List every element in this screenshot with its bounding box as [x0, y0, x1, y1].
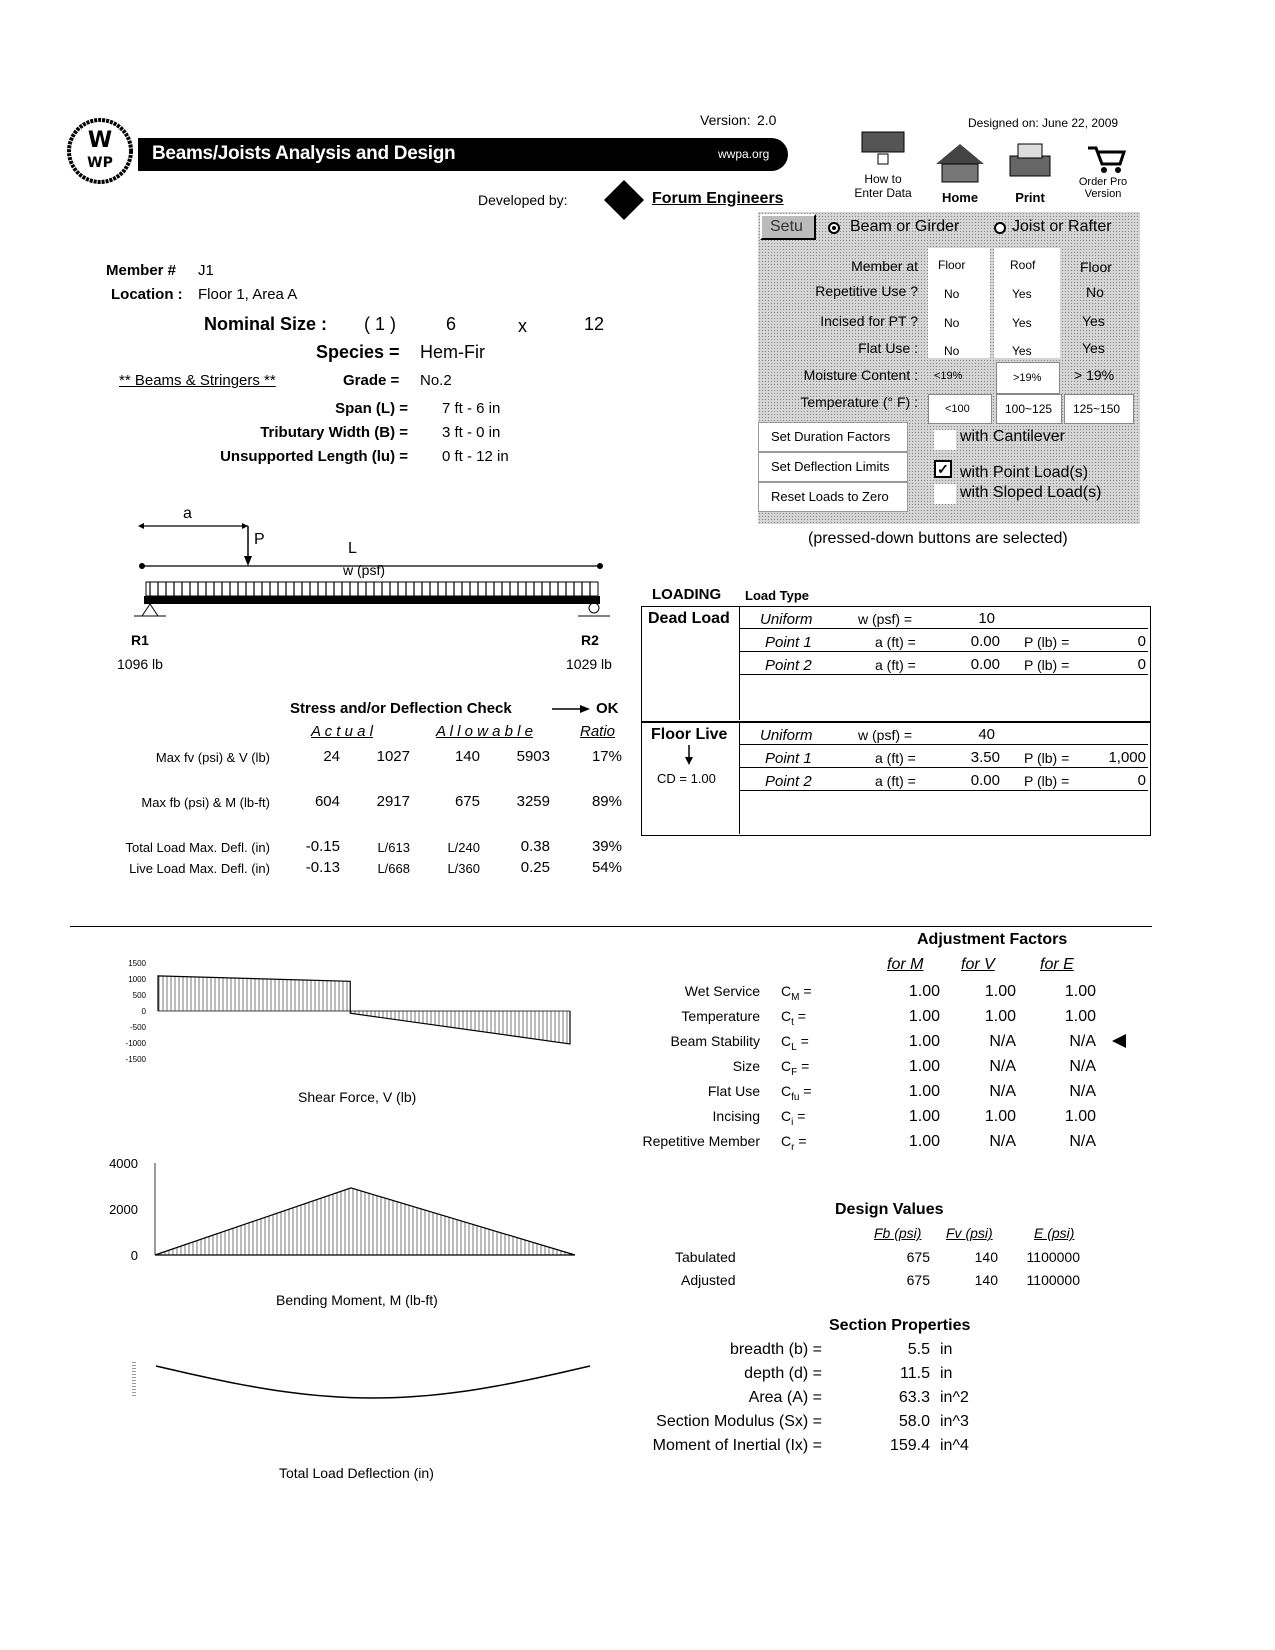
section-label: breadth (b) =: [729, 1341, 822, 1358]
section-unit: in^3: [940, 1413, 969, 1430]
shear-chart: [110, 955, 610, 1065]
nav-how-to-label: How to Enter Data: [854, 172, 912, 200]
temp-100-125-cell[interactable]: [996, 394, 1062, 424]
factor-symbol: $C_t$ =: [781, 1008, 806, 1028]
opt-inc-yes-2[interactable]: Yes: [1082, 313, 1105, 329]
load-param-value[interactable]: 0.00: [970, 633, 1000, 650]
shear-area: [158, 976, 570, 1044]
load-param-label: w (psf) =: [858, 727, 913, 743]
check-actual-2: 2917: [376, 793, 410, 810]
load-param-value[interactable]: 3.50: [970, 749, 1000, 766]
design-e: 1100000: [1026, 1249, 1080, 1265]
adjust-title: Adjustment Factors: [917, 931, 1068, 948]
factor-name: Flat Use: [707, 1083, 760, 1099]
section-value: 58.0: [898, 1413, 930, 1430]
check-title: Stress and/or Deflection Check: [290, 700, 512, 717]
cart-icon: [1070, 140, 1136, 176]
moment-caption: Bending Moment, M (lb-ft): [276, 1292, 438, 1308]
load-p-label: P (lb) =: [1024, 773, 1070, 789]
nominal-size-label: Nominal Size :: [204, 314, 328, 334]
setup-panel: [758, 212, 1140, 524]
reset-loads-button[interactable]: Reset Loads to Zero: [758, 482, 908, 512]
joist-radio[interactable]: [994, 222, 1006, 234]
section-label: Moment of Inertial (Ix) =: [652, 1437, 822, 1454]
check-allow-2: 0.25: [520, 859, 550, 876]
design-row-label: Adjusted: [681, 1272, 736, 1288]
design-h-fb: Fb (psi): [874, 1225, 922, 1241]
load-param-label: a (ft) =: [875, 773, 916, 789]
shear-ytick: 1500: [128, 959, 146, 968]
nav-print-label: Print: [1015, 190, 1045, 205]
shear-caption: Shear Force, V (lb): [298, 1089, 417, 1105]
factor-name: Repetitive Member: [642, 1133, 760, 1149]
factor-v: N/A: [989, 1083, 1016, 1100]
moisture-label: Moisture Content :: [803, 367, 918, 383]
version-label: Version:: [700, 112, 751, 128]
sloped-label: with Sloped Load(s): [960, 484, 1102, 501]
temp-lt100-cell[interactable]: [928, 394, 992, 424]
species-label: Species =: [316, 342, 400, 362]
factor-name: Beam Stability: [670, 1033, 760, 1049]
load-param-value[interactable]: 0.00: [970, 656, 1000, 673]
title-banner: [138, 138, 788, 171]
adjust-h-v: for V: [961, 956, 995, 973]
opt-moist-gt19-2[interactable]: > 19%: [1074, 367, 1115, 383]
temperature-label: Temperature (° F) :: [800, 394, 918, 410]
wwpa-logo: [64, 115, 136, 187]
factor-m: 1.00: [908, 983, 940, 1000]
width-value[interactable]: 6: [446, 314, 457, 334]
factor-v: 1.00: [984, 983, 1016, 1000]
load-type: Point 2: [765, 657, 812, 674]
location-value[interactable]: Floor 1, Area A: [198, 286, 298, 303]
beams-stringers-link[interactable]: ** Beams & Stringers **: [119, 372, 276, 389]
svg-text:W: W: [87, 128, 113, 153]
r1-label: R1: [131, 632, 149, 648]
check-allow-1: 675: [454, 793, 480, 810]
factor-e: 1.00: [1064, 1108, 1096, 1125]
cd-factor: CD = 1.00: [657, 771, 716, 786]
repetitive-label: Repetitive Use ?: [815, 283, 918, 299]
factor-symbol: $C_M$ =: [781, 983, 812, 1003]
flat-use-label: Flat Use :: [858, 340, 918, 356]
check-actual-2: L/668: [377, 861, 410, 876]
loading-title: LOADING: [652, 586, 722, 603]
banner-title: Beams/Joists Analysis and Design: [152, 143, 456, 164]
check-label: Total Load Max. Defl. (in): [125, 840, 270, 855]
actual-header: A c t u a l: [311, 723, 373, 740]
section-value: 63.3: [898, 1389, 930, 1406]
live-load-label: Floor Live: [651, 726, 728, 743]
factor-name: Size: [732, 1058, 760, 1074]
beam-option-label: Beam or Girder: [850, 218, 960, 235]
check-ratio: 54%: [591, 859, 622, 876]
adjust-h-e: for E: [1040, 956, 1074, 973]
arrow-right-icon: [552, 704, 592, 714]
check-ratio: 39%: [591, 838, 622, 855]
factor-v: N/A: [989, 1058, 1016, 1075]
depth-value[interactable]: 12: [584, 314, 605, 334]
version-value: 2.0: [757, 112, 777, 128]
factor-e: N/A: [1069, 1058, 1096, 1075]
r2-label: R2: [581, 632, 599, 648]
load-type: Uniform: [760, 727, 813, 744]
check-actual-2: L/613: [377, 840, 410, 855]
load-param-value[interactable]: 0.00: [970, 772, 1000, 789]
check-actual-1: -0.15: [305, 838, 340, 855]
pointer-left-icon: [1112, 1034, 1126, 1048]
opt-flat-yes[interactable]: Yes: [1012, 344, 1032, 358]
load-p-label: P (lb) =: [1024, 750, 1070, 766]
size-x: x: [518, 316, 527, 336]
check-actual-2: 1027: [376, 748, 410, 765]
factor-m: 1.00: [908, 1108, 940, 1125]
design-fb: 675: [906, 1272, 930, 1288]
load-p-label: P (lb) =: [1024, 634, 1070, 650]
check-allow-2: 5903: [516, 748, 550, 765]
check-actual-1: -0.13: [305, 859, 340, 876]
shear-ytick: -1000: [125, 1039, 146, 1048]
cantilever-label: with Cantilever: [960, 428, 1065, 445]
designed-date: June 22, 2009: [1042, 116, 1119, 130]
opt-temp-lt100: <100: [945, 403, 970, 415]
design-h-e: E (psi): [1034, 1225, 1075, 1241]
factor-name: Wet Service: [684, 983, 760, 999]
incised-label: Incised for PT ?: [820, 313, 918, 329]
designed-label: Designed on:: [968, 116, 1039, 130]
grade-label: Grade =: [343, 372, 400, 389]
section-unit: in^2: [940, 1389, 969, 1406]
section-label: depth (d) =: [744, 1365, 822, 1382]
diagram-l-label: L: [348, 540, 357, 557]
load-param-value[interactable]: 40: [978, 726, 995, 743]
member-label: Member #: [106, 262, 177, 279]
factor-e: 1.00: [1064, 983, 1096, 1000]
dead-load-label: Dead Load: [648, 610, 730, 627]
load-p-value[interactable]: 0: [1137, 633, 1146, 650]
check-allow-1: 140: [454, 748, 480, 765]
section-unit: in: [940, 1341, 953, 1358]
shear-ytick: 500: [132, 991, 146, 1000]
load-p-value[interactable]: 0: [1137, 772, 1146, 789]
check-allow-2: 3259: [516, 793, 550, 810]
load-type: Uniform: [760, 611, 813, 628]
nav-how-to[interactable]: [848, 130, 918, 202]
factor-e: N/A: [1069, 1033, 1096, 1050]
factor-e: 1.00: [1064, 1008, 1096, 1025]
cantilever-checkbox[interactable]: [934, 430, 956, 450]
factor-m: 1.00: [908, 1133, 940, 1150]
ply-value[interactable]: ( 1 ): [364, 314, 397, 334]
load-p-label: P (lb) =: [1024, 657, 1070, 673]
load-param-label: a (ft) =: [875, 634, 916, 650]
section-label: Area (A) =: [748, 1389, 822, 1406]
section-value: 11.5: [900, 1365, 930, 1382]
load-type: Point 2: [765, 773, 812, 790]
factor-name: Temperature: [681, 1008, 760, 1024]
opt-rep-yes[interactable]: Yes: [1012, 287, 1032, 301]
factor-v: 1.00: [984, 1008, 1016, 1025]
load-p-value[interactable]: 0: [1137, 656, 1146, 673]
printer-icon: [1000, 140, 1060, 184]
check-result: OK: [596, 700, 619, 717]
opt-inc-yes[interactable]: Yes: [1012, 316, 1032, 330]
design-fv: 140: [974, 1272, 998, 1288]
deflection-chart: [120, 1360, 610, 1420]
check-allow-2: 0.38: [520, 838, 550, 855]
opt-temp-125-150: 125~150: [1073, 402, 1121, 416]
opt-rep-no-2[interactable]: No: [1086, 284, 1104, 300]
opt-roof[interactable]: Roof: [1010, 258, 1036, 272]
factor-symbol: $C_L$ =: [781, 1033, 809, 1053]
unsupported-value[interactable]: 0 ft - 12 in: [442, 448, 509, 465]
developed-by: Developed by:: [478, 192, 568, 208]
allowable-header: A l l o w a b l e: [436, 723, 533, 740]
section-unit: in^4: [940, 1437, 969, 1454]
section-value: 159.4: [889, 1437, 930, 1454]
nav-home-label: Home: [941, 190, 979, 205]
factor-v: N/A: [989, 1033, 1016, 1050]
diagram-p-label: P: [254, 531, 265, 548]
load-p-value[interactable]: 1,000: [1108, 749, 1146, 766]
factor-m: 1.00: [908, 1083, 940, 1100]
moist-gt19-cell[interactable]: [996, 362, 1060, 394]
load-type: Point 1: [765, 750, 812, 767]
r2-value: 1029 lb: [566, 656, 612, 672]
point-load-label: with Point Load(s): [960, 464, 1089, 481]
nav-order-label: Order Pro Version: [1078, 176, 1128, 200]
factor-v: 1.00: [984, 1108, 1016, 1125]
check-allow-1: L/240: [447, 840, 480, 855]
design-title: Design Values: [835, 1201, 944, 1218]
house-icon: [930, 140, 990, 184]
check-actual-1: 604: [314, 793, 340, 810]
design-h-fv: Fv (psi): [946, 1225, 993, 1241]
location-label: Location :: [111, 286, 183, 303]
set-duration-button[interactable]: Set Duration Factors: [758, 422, 908, 452]
opt-floor[interactable]: Floor: [938, 258, 966, 272]
design-fv: 140: [974, 1249, 998, 1265]
factor-name: Incising: [712, 1108, 760, 1124]
check-ratio: 17%: [591, 748, 622, 765]
load-param-value[interactable]: 10: [978, 610, 995, 627]
moment-chart: [100, 1155, 610, 1275]
setup-button[interactable]: Setu: [760, 214, 816, 240]
moment-ytick: 4000: [109, 1156, 138, 1171]
point-load-checkbox-checked[interactable]: ✓: [934, 460, 952, 478]
factor-symbol: $C_F$ =: [781, 1058, 810, 1078]
shear-ytick: 0: [141, 1007, 146, 1016]
moment-ytick: 0: [130, 1248, 138, 1263]
span-value[interactable]: 7 ft - 6 in: [442, 400, 501, 417]
unsupported-label: Unsupported Length (lu) =: [220, 448, 408, 465]
keyboard-icon: [848, 130, 918, 172]
span-label: Span (L) =: [335, 400, 408, 417]
nav-order-pro[interactable]: [1070, 140, 1136, 210]
beam-radio-selected[interactable]: [828, 222, 840, 234]
forum-diamond-icon: [604, 180, 644, 220]
factor-e: N/A: [1069, 1083, 1096, 1100]
r1-value: 1096 lb: [117, 656, 163, 672]
ratio-header: Ratio: [580, 723, 616, 740]
opt-flat-no[interactable]: No: [944, 344, 960, 358]
opt-inc-no[interactable]: No: [944, 316, 960, 330]
opt-temp-100-125: 100~125: [1005, 402, 1053, 416]
deflection-curve: [156, 1366, 590, 1398]
section-value: 5.5: [907, 1341, 930, 1358]
nav-print[interactable]: [1000, 140, 1060, 210]
opt-flat-yes-2[interactable]: Yes: [1082, 340, 1105, 356]
setup-note: (pressed-down buttons are selected): [808, 530, 1068, 547]
load-param-label: w (psf) =: [858, 611, 913, 627]
check-actual-1: 24: [323, 748, 340, 765]
set-deflection-button[interactable]: Set Deflection Limits: [758, 452, 908, 482]
temp-125-150-cell[interactable]: [1064, 394, 1134, 424]
factor-symbol: $C_r$ =: [781, 1133, 807, 1153]
svg-text:WP: WP: [87, 155, 113, 171]
load-param-label: a (ft) =: [875, 750, 916, 766]
check-label: Live Load Max. Defl. (in): [129, 861, 270, 876]
sloped-checkbox[interactable]: [934, 484, 956, 504]
shear-ytick: 1000: [128, 975, 146, 984]
banner-url[interactable]: wwpa.org: [718, 147, 770, 161]
shear-ytick: -500: [129, 1023, 146, 1032]
load-type-label: Load Type: [745, 588, 810, 603]
section-title: Section Properties: [829, 1317, 971, 1334]
opt-moist-gt19: >19%: [1013, 372, 1042, 384]
trib-width-label: Tributary Width (B) =: [260, 424, 408, 441]
trib-width-value[interactable]: 3 ft - 0 in: [442, 424, 501, 441]
member-at-label: Member at: [851, 258, 918, 274]
shear-ytick: -1500: [125, 1055, 146, 1064]
joist-option-label: Joist or Rafter: [1012, 218, 1112, 235]
factor-m: 1.00: [908, 1008, 940, 1025]
section-divider: [70, 926, 1152, 927]
opt-floor-2[interactable]: Floor: [1080, 259, 1112, 275]
species-value[interactable]: Hem-Fir: [420, 342, 485, 362]
moment-ytick: 2000: [109, 1202, 138, 1217]
grade-value[interactable]: No.2: [420, 372, 452, 389]
arrow-down-icon: [684, 745, 694, 765]
check-label: Max fv (psi) & V (lb): [155, 750, 270, 765]
factor-symbol: $C_i$ =: [781, 1108, 806, 1128]
diagram-w-label: w (psf): [343, 562, 385, 578]
diagram-a-label: a: [183, 505, 192, 522]
member-value[interactable]: J1: [198, 262, 214, 279]
check-label: Max fb (psi) & M (lb-ft): [141, 795, 270, 810]
factor-m: 1.00: [908, 1058, 940, 1075]
load-param-label: a (ft) =: [875, 657, 916, 673]
factor-e: N/A: [1069, 1133, 1096, 1150]
design-fb: 675: [906, 1249, 930, 1265]
nav-home[interactable]: [930, 140, 990, 210]
forum-engineers-link[interactable]: Forum Engineers: [652, 190, 784, 207]
factor-v: N/A: [989, 1133, 1016, 1150]
factor-m: 1.00: [908, 1033, 940, 1050]
factor-symbol: $C_{fu}$ =: [781, 1083, 812, 1103]
section-unit: in: [940, 1365, 953, 1382]
deflection-caption: Total Load Deflection (in): [279, 1465, 434, 1481]
design-row-label: Tabulated: [675, 1249, 736, 1265]
load-type: Point 1: [765, 634, 812, 651]
opt-rep-no[interactable]: No: [944, 287, 960, 301]
section-label: Section Modulus (Sx) =: [656, 1413, 822, 1430]
check-ratio: 89%: [591, 793, 622, 810]
moment-area: [155, 1188, 575, 1255]
design-e: 1100000: [1026, 1272, 1080, 1288]
opt-moist-lt19[interactable]: <19%: [934, 370, 963, 382]
check-allow-1: L/360: [447, 861, 480, 876]
adjust-h-m: for M: [887, 956, 924, 973]
